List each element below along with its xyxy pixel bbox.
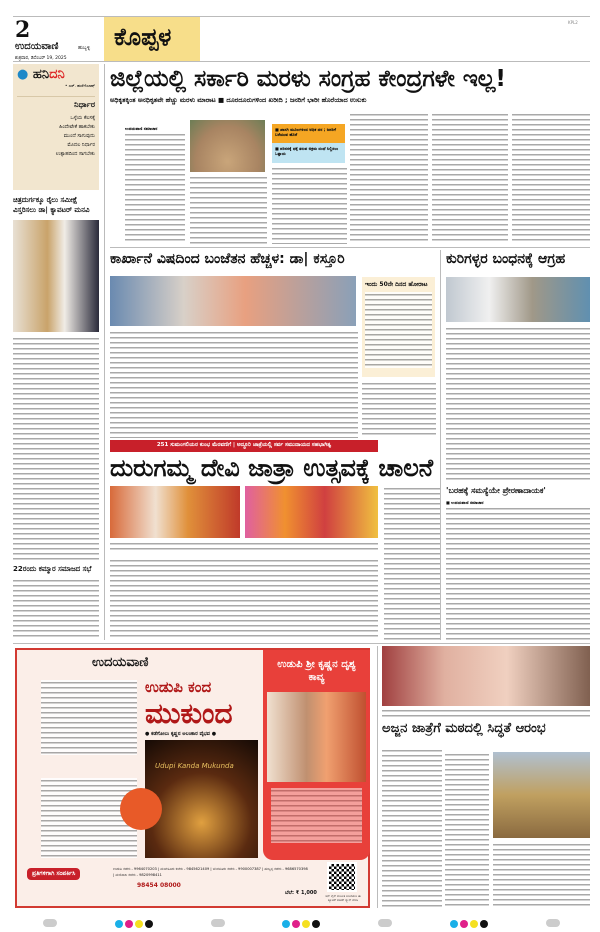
column-title-b: ದನಿ [49, 67, 65, 82]
paper-name: ಉದಯವಾಣಿ [15, 41, 59, 52]
sidebar-photo [13, 220, 99, 332]
lead-subhead: ಅಧಿಕೃತಕ್ಕಿಂತ ಅನಧಿಕೃತವೇ ಹೆಚ್ಚು ಮರಳು ಮಾರಾಟ ■ ದೂರದೂರುಗಳಿಂದ ಖರೀದಿ ; ಜನರಿಗೆ ಭಾರೀ ಹೊರೆಯಾದ ಉಸುಕು [110, 96, 367, 104]
jatre-photo-1 [110, 486, 240, 538]
poem-title: ನಿರ್ಧಾರ [17, 96, 95, 110]
section-title: ಕೊಪ್ಪಳ [104, 17, 200, 61]
book-cover [145, 740, 258, 858]
box-title: ಇಂದು 50ನೇ ದಿನದ ಹೋರಾಟ [365, 281, 428, 288]
column-title: ಹನಿ [32, 67, 50, 82]
ad-right-title: ಉಡುಪಿ ಶ್ರೀ ಕೃಷ್ಣನ ದೃಶ್ಯ ಕಾವ್ಯ [277, 659, 356, 683]
book-cover-title: Udupi Kanda Mukunda [155, 762, 234, 770]
ad-price: ಬೆಲೆ: ₹ 1,000 [285, 890, 317, 896]
ad-whatsapp: 98454 08000 [137, 882, 181, 889]
drop-icon: ● [17, 67, 29, 82]
page-number: 2 [15, 17, 31, 43]
sidebar-story2-headline: 22ರಂದು ಕಮ್ಮಾರ ಸಮಾಜದ ಸಭೆ [13, 565, 92, 573]
ad-phones: ಉಡುಪಿ ಕಚೇರಿ - 9964070203 | ಮಂಗಳೂರು ಕಚೇರಿ - 9845621409 | ಬೆಂಗಳೂರು ಕಚೇರಿ - 9900007387 | ಹುಬ್ಬಳ್ಳಿ ಕಚೇರಿ - 9686570398 | ಮಣಿಪಾಲ ಕಚೇರಿ - 9820998411 [113, 867, 308, 877]
ad-brand: ಉದಯವಾಣಿ [92, 655, 149, 670]
portrait-photo [267, 692, 366, 782]
story5-byline: ■ ಉದಯವಾಣಿ ಸಮಾಚಾರ [446, 500, 484, 505]
story5-headline: 'ಬರಹಕ್ಕೆ ಸಮಸ್ಯೆಯೇ ಪ್ರೇರಣಾದಾಯಕ' [446, 486, 546, 495]
poem: ಒಳ್ಳೆಯ ಕೆಲಸಕ್ಕೆ ಹಿಂದೇಟೇಕೆ ಹಾಕಬೇಕು ಮುಂದೆ ಸಾಗುವುದು ಮೊದಲ ನಿರ್ಧಾರ ಉತ್ಸಾಹದಿಂದ ಸಾಗಬೇಕು [55, 115, 95, 157]
story2-box [362, 277, 435, 377]
story4-headline: ದುರುಗಮ್ಮ ದೇವಿ ಜಾತ್ರಾ ಉತ್ಸವಕ್ಕೆ ಚಾಲನೆ [110, 454, 434, 482]
ad-badge [120, 788, 162, 830]
lead-box-1: ■ ಖಾಸಗಿ ಮೂಲಗಳಿಂದ ಅಧಿಕ ದರ ; ಜನರಿಗೆ ಬರೆಯುವ ಹೊರೆ [272, 124, 345, 143]
page-code: KPL2 [568, 20, 578, 25]
ad-tagline: ● ಕಡೆಗೋಲು ಕೃಷ್ಣನ ಅಲಂಕಾರ ವೈಭವ ● [145, 731, 217, 737]
ad-title-big: ಮುಕುಂದ [145, 697, 233, 730]
contact-button[interactable]: ಪ್ರತಿಗಳಿಗಾಗಿ ಸಂಪರ್ಕಿಸಿ [27, 868, 80, 880]
story6-headline: ಅಜ್ಜನ ಜಾತ್ರೆಗೆ ಮಠದಲ್ಲಿ ಸಿದ್ಧತೆ ಆರಂಭ [382, 721, 546, 736]
story2-headline: ಕಾರ್ಖಾನೆ ವಿಷದಿಂದ ಬಂಜೆತನ ಹೆಚ್ಚಳ: ಡಾ| ಕಸ್ತೂರಿ [110, 251, 345, 267]
qr-caption: ಆನ್ ಲೈನ್ ಮೂಲಕ ಖರೀದಿಸಲು ಈ ಕ್ಯೂಆರ್ ಕೋಡ್ ಸ್ಕ್ಯಾನ್ ಮಾಡಿ [325, 894, 361, 902]
story6-top-photo [382, 646, 590, 706]
hani-dani-box [13, 64, 99, 190]
lead-byline: ಉದಯವಾಣಿ ಸಮಾಚಾರ [125, 126, 158, 131]
story2-photo [110, 276, 356, 326]
ad-title-small: ಉಡುಪಿ ಕಂದ [145, 678, 212, 696]
lead-box-2: ■ ಪರಿಸರಕ್ಕೆ ಧಕ್ಕೆ ತರುವ ಅಕ್ರಮ ದಂಧೆ ನಿಲ್ಲಿಸಲು ಒತ್ತಾಯ [272, 143, 345, 163]
story3-photo [446, 277, 590, 322]
story3-headline: ಕುರಿಗಳ್ಳರ ಬಂಧನಕ್ಕೆ ಆಗ್ರಹ [446, 251, 566, 267]
ad-right-panel [263, 650, 370, 860]
sand-photo [190, 120, 265, 172]
date: ಶುಕ್ರವಾರ, ಡಿಸೆಂಬರ್ 19, 2025 [15, 56, 67, 61]
story6-photo [493, 752, 590, 838]
lead-headline: ಜಿಲ್ಲೆಯಲ್ಲಿ ಸರ್ಕಾರಿ ಮರಳು ಸಂಗ್ರಹ ಕೇಂದ್ರಗಳೇ ಇಲ್ಲ! [110, 66, 506, 92]
registration-marks [15, 913, 590, 932]
sidebar-story-headline: ಚಿತ್ರದುರ್ಗಕ್ಕೂ ರೈಲು ಸಮೀಕ್ಷೆ ವಿಸ್ತರಿಸಲು ಡಾ| ಕ್ಯಾವಟರ್ ಮನವಿ [13, 196, 90, 214]
jatre-photo-2 [245, 486, 378, 538]
edition-tag: ಹುಬ್ಬಳ್ಳಿ [78, 45, 91, 51]
mukunda-book-ad[interactable] [15, 648, 370, 908]
author: • ಎಸ್. ಹುಸೇನಿಬಾಷ್ [64, 83, 95, 88]
qr-code[interactable] [327, 862, 357, 892]
story4-kicker: 251 ಸುಮಂಗಲಿಯರ ಕುಂಭ ಮೆರವಣಿಗೆ | ಅದ್ಧೂರಿ ಜಾತ್ರೆಯಲ್ಲಿ ಸರ್ವ ಸಮುದಾಯದ ಸಹಭಾಗಿತ್ವ [110, 440, 378, 452]
